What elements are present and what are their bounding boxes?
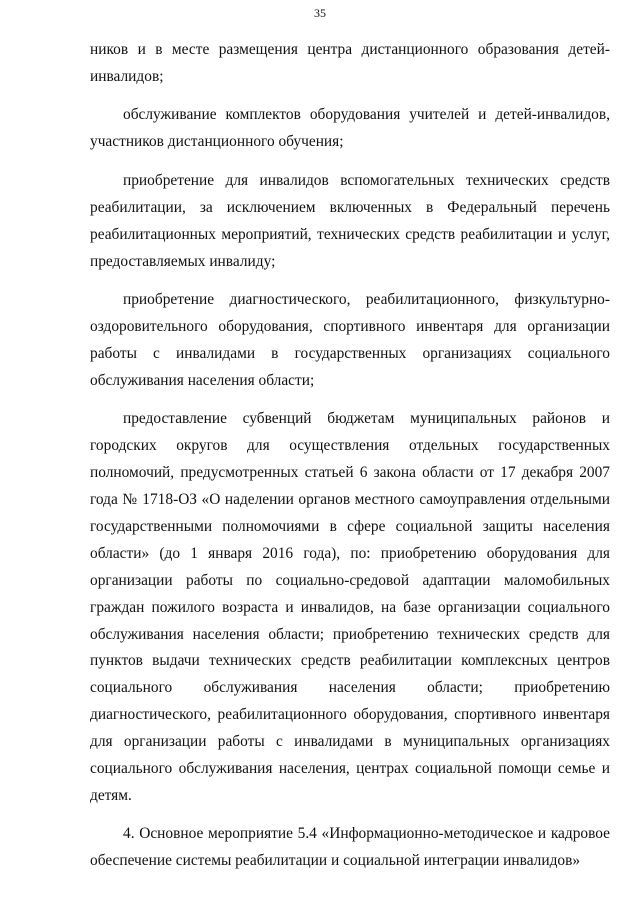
paragraph-equipment-service: обслуживание комплектов оборудования учителей и детей-инвалидов, участников дистанционного обучения; xyxy=(90,106,610,151)
page-number: 35 xyxy=(314,6,326,20)
paragraph-diagnostic-equipment: приобретение диагностического, реабилитационного, физкультурно-оздоровительного оборудования, спортивного инвентаря для организации работы с инвалидами в государственных организациях социального обслуживания населения области; xyxy=(90,291,610,389)
paragraph-continuation: ников и в месте размещения центра дистанционного образования детей-инвалидов; xyxy=(90,41,610,85)
paragraph-subventions: предоставление субвенций бюджетам муниципальных районов и городских округов для осуществления отдельных государственных полномочий, предусмотренных статьей 6 закона области от 17 декабря 2007 года № 1718-ОЗ «О наделении органов местного самоуправления отдельными государственными полномочиями в сфере социальной защиты населения области» (до 1 января 2016 года), по: приобретению оборудования для организации работы по социально-средовой адаптации маломобильных граждан пожилого возраста и инвалидов, на базе организации социального обслуживания населения области; приобретению технических средств для пунктов выдачи технических средств реабилитации комплексных центров социального обслуживания населения области; приобретению диагностического, реабилитационного оборудования, спортивного инвентаря для организации работы с инвалидами в муниципальных организациях социального обслуживания населения, центрах социальной помощи семье и детям. xyxy=(90,410,610,804)
document-body xyxy=(90,37,610,887)
paragraph-assistive-devices: приобретение для инвалидов вспомогательных технических средств реабилитации, за исключением включенных в Федеральный перечень реабилитационных мероприятий, технических средств реабилитации и услуг, предоставляемых инвалиду; xyxy=(90,171,610,270)
paragraph-main-activity-5-4: 4. Основное мероприятие 5.4 «Информационно-методическое и кадровое обеспечение системы реабилитации и социальной интеграции инвалидов» xyxy=(90,825,610,870)
